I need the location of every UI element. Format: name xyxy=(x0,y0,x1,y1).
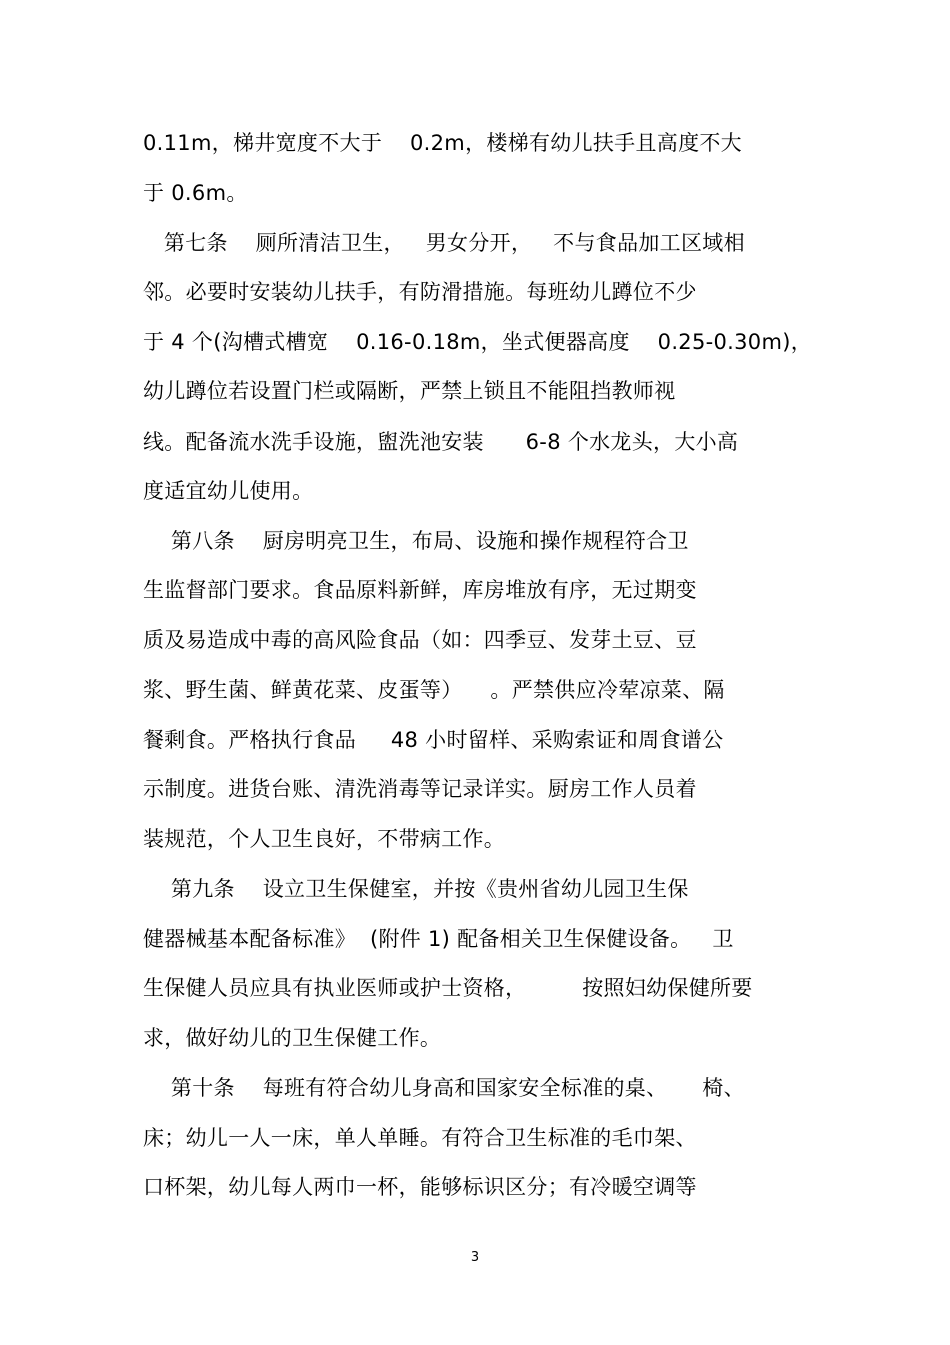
text-line: 于 4 个(沟槽式槽宽 0.16-0.18m，坐式便器高度 0.25-0.30m)， xyxy=(143,330,812,354)
text-line: 求，做好幼儿的卫生保健工作。 xyxy=(143,1026,442,1050)
text-line: 生保健人员应具有执业医师或护士资格， 按照妇幼保健所要 xyxy=(143,976,753,1000)
text-line: 于 0.6m。 xyxy=(143,181,248,205)
text-line: 浆、野生菌、鲜黄花菜、皮蛋等） 。严禁供应冷荤凉菜、隔 xyxy=(143,678,725,702)
text-line: 生监督部门要求。食品原料新鲜，库房堆放有序，无过期变 xyxy=(143,578,697,602)
text-line: 幼儿蹲位若设置门栏或隔断，严禁上锁且不能阻挡教师视 xyxy=(143,379,676,403)
text-line: 第十条 每班有符合幼儿身高和国家安全标准的桌、 椅、 xyxy=(143,1076,745,1100)
text-line: 第七条 厕所清洁卫生， 男女分开， 不与食品加工区域相 xyxy=(143,231,745,255)
page-number: 3 xyxy=(470,1250,480,1265)
text-line: 床；幼儿一人一床，单人单睡。有符合卫生标准的毛巾架、 xyxy=(143,1126,697,1150)
text-line: 邻。必要时安装幼儿扶手，有防滑措施。每班幼儿蹲位不少 xyxy=(143,280,697,304)
text-line: 餐剩食。严格执行食品 48 小时留样、采购索证和周食谱公 xyxy=(143,728,724,752)
text-line: 度适宜幼儿使用。 xyxy=(143,479,314,503)
text-line: 第八条 厨房明亮卫生，布局、设施和操作规程符合卫 xyxy=(143,529,689,553)
text-line: 示制度。进货台账、清洗消毒等记录详实。厨房工作人员着 xyxy=(143,777,697,801)
text-line: 健器械基本配备标准》 (附件 1) 配备相关卫生保健设备。 卫 xyxy=(143,927,734,951)
text-line: 质及易造成中毒的高风险食品（如：四季豆、发芽土豆、豆 xyxy=(143,628,697,652)
text-line: 第九条 设立卫生保健室，并按《贵州省幼儿园卫生保 xyxy=(143,877,689,901)
text-line: 口杯架，幼儿每人两巾一杯，能够标识区分；有冷暖空调等 xyxy=(143,1175,697,1199)
text-line: 0.11m，梯井宽度不大于 0.2m，楼梯有幼儿扶手且高度不大 xyxy=(143,131,742,155)
text-line: 装规范，个人卫生良好，不带病工作。 xyxy=(143,827,506,851)
text-line: 线。配备流水洗手设施，盥洗池安装 6-8 个水龙头，大小高 xyxy=(143,430,739,454)
